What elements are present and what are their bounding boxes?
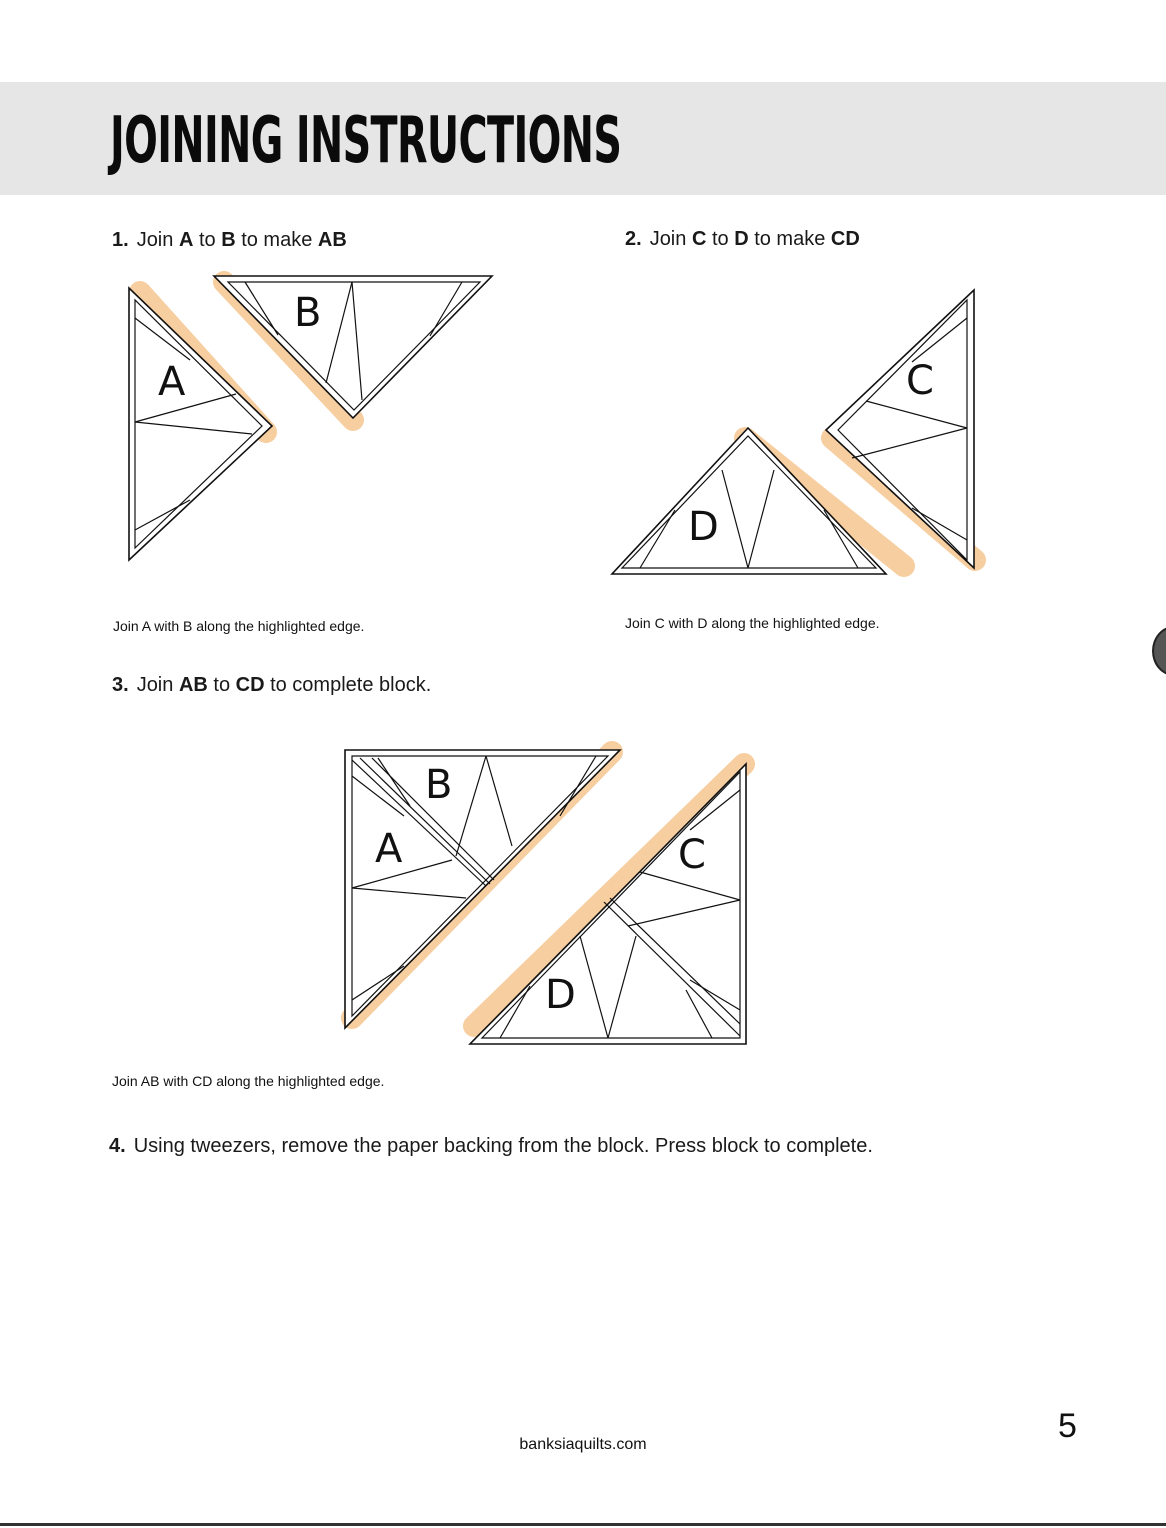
page-title: JOINING INSTRUCTIONS xyxy=(110,104,622,178)
bottom-rule xyxy=(0,1523,1166,1526)
piece-b xyxy=(214,276,492,418)
diagram-step-1 xyxy=(129,276,492,560)
step-3-caption: Join AB with CD along the highlighted edge. xyxy=(112,1073,385,1089)
step-number: 2. xyxy=(625,228,642,250)
step-2-heading: 2. Join C to D to make CD xyxy=(625,228,860,250)
step-2-caption: Join C with D along the highlighted edge. xyxy=(625,615,880,631)
step-1-caption: Join A with B along the highlighted edge. xyxy=(113,618,365,634)
piece-label-b: B xyxy=(425,762,453,808)
step-3-heading: 3. Join AB to CD to complete block. xyxy=(112,674,432,696)
diagram-step-3 xyxy=(345,750,746,1044)
step-4-heading: 4. Using tweezers, remove the paper backing from the block. Press block to complete. xyxy=(109,1135,873,1157)
piece-label-b: B xyxy=(294,290,322,336)
piece-label-d: D xyxy=(688,504,719,550)
piece-a xyxy=(129,288,272,560)
page-number: 5 xyxy=(1058,1407,1077,1445)
piece-label-d: D xyxy=(545,972,576,1018)
step-number: 4. xyxy=(109,1135,126,1157)
step-1-heading: 1. Join A to B to make AB xyxy=(112,229,347,251)
piece-label-a: A xyxy=(375,826,403,872)
step-number: 3. xyxy=(112,674,129,696)
piece-label-a: A xyxy=(158,359,186,405)
footer-url: banksiaquilts.com xyxy=(519,1436,647,1453)
piece-label-c: C xyxy=(906,358,934,404)
diagram-step-2 xyxy=(612,290,975,574)
step-number: 1. xyxy=(112,229,129,251)
piece-label-c: C xyxy=(678,832,706,878)
